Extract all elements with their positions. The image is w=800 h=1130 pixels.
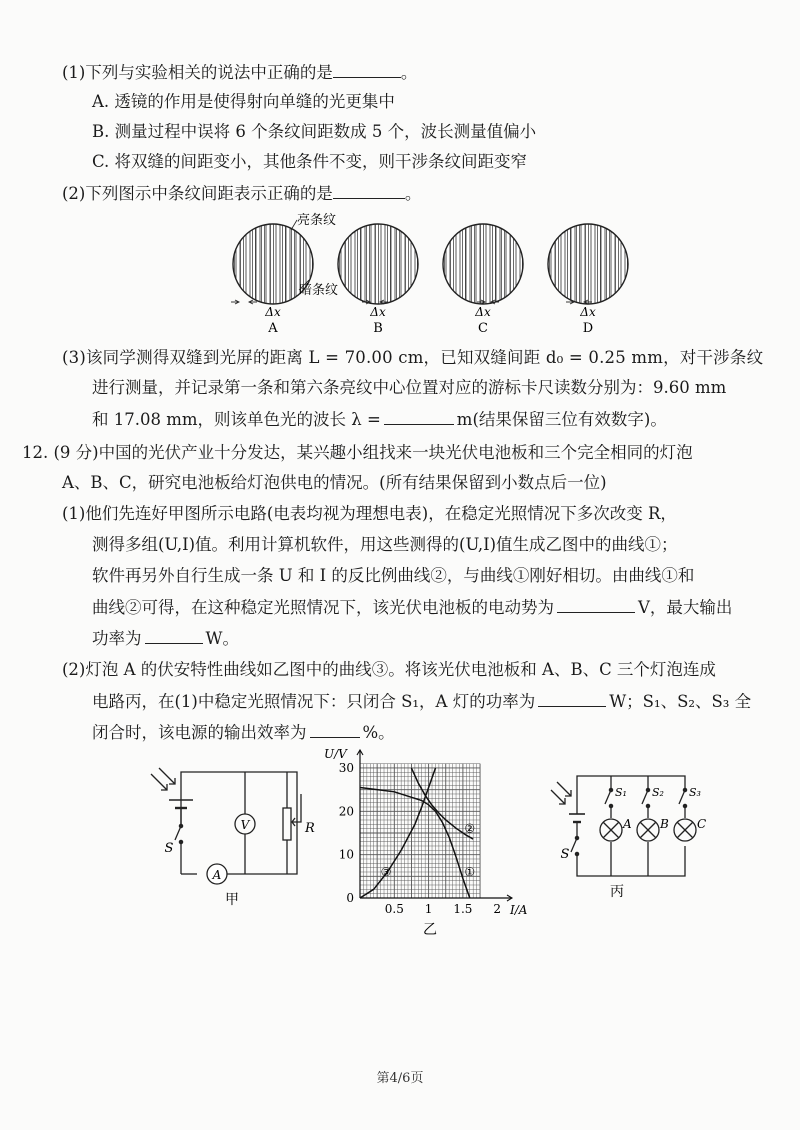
switch-s2-label: S₂	[652, 786, 664, 799]
ammeter-label: A	[212, 868, 222, 882]
switch-label: S	[164, 841, 174, 856]
q11-part3-line1: (3)该同学测得双缝到光屏的距离 L = 70.00 cm，已知双缝间距 d₀ = 0.25 mm，对干涉条纹	[62, 348, 764, 367]
voltmeter-label: V	[240, 818, 250, 832]
chart-yi	[322, 742, 528, 942]
answer-blank[interactable]	[538, 690, 606, 707]
panel-label-d: D	[582, 321, 594, 336]
x-tick-label: 2	[493, 902, 502, 916]
q11-option-b: B. 测量过程中误将 6 个条纹间距数成 5 个，波长测量值偏小	[92, 122, 537, 141]
circuit-bing	[545, 772, 725, 912]
delta-x-label: Δx	[265, 305, 281, 319]
fringe-panel-d	[545, 220, 631, 310]
bright-fringe-label: 亮条纹	[297, 213, 337, 228]
fringe-panel-b	[335, 220, 421, 310]
fringe-pattern-figure	[225, 210, 645, 340]
q12-part1-line3: 软件再另外自行生成一条 U 和 I 的反比例曲线②，与曲线①刚好相切。由曲线①和	[92, 566, 695, 585]
figure-caption-bing: 丙	[610, 884, 624, 900]
q12-part2-line2: 电路丙，在(1)中稳定光照情况下：只闭合 S₁，A 灯的功率为 W；S₁、S₂、S₃ 全	[92, 692, 752, 711]
panel-label-a: A	[268, 321, 278, 336]
lamp-b-label: B	[660, 817, 669, 831]
panel-label-c: C	[478, 321, 488, 336]
y-tick-label: 10	[338, 847, 354, 862]
x-tick-label: 1	[424, 902, 433, 916]
curve-label-3: ③	[380, 864, 392, 879]
y-tick-label: 20	[338, 804, 354, 819]
q11-option-a: A. 透镜的作用是使得射向单缝的光更集中	[92, 92, 395, 111]
answer-blank[interactable]	[333, 182, 405, 199]
switch-s1-label: S₁	[615, 786, 627, 799]
switch-s3-label: S₃	[689, 786, 701, 799]
curve-label-1: ①	[464, 864, 476, 879]
fringe-panel-c	[440, 220, 526, 310]
delta-x-label: Δx	[370, 305, 386, 319]
x-tick-label: 1.5	[453, 902, 473, 916]
answer-blank[interactable]	[145, 627, 203, 644]
delta-x-label: Δx	[580, 305, 596, 319]
switch-s-label: S	[560, 847, 570, 862]
q12-heading-line1: 12. (9 分)中国的光伏产业十分发达，某兴趣小组找来一块光伏电池板和三个完全相同的灯泡	[22, 443, 693, 462]
figure-caption-yi: 乙	[423, 922, 437, 938]
y-axis-label: U/V	[324, 747, 347, 761]
resistor-label: R	[305, 821, 315, 836]
q12-part1-line5: 功率为 W。	[92, 629, 239, 648]
q12-part2-line3: 闭合时，该电源的输出效率为 %。	[92, 723, 395, 742]
q12-part1-line4: 曲线②可得，在这种稳定光照情况下，该光伏电池板的电动势为 V，最大输出	[92, 598, 733, 617]
q11-part2-text: (2)下列图示中条纹间距表示正确的是	[62, 184, 333, 203]
x-axis-label: I/A	[510, 903, 528, 917]
answer-blank[interactable]	[557, 596, 635, 613]
lamp-c-label: C	[697, 817, 707, 831]
delta-x-label: Δx	[475, 305, 491, 319]
answer-blank[interactable]	[384, 408, 454, 425]
answer-blank[interactable]	[310, 721, 360, 738]
q12-heading-line2: A、B、C，研究电池板给灯泡供电的情况。(所有结果保留到小数点后一位)	[62, 473, 607, 492]
y-tick-label: 0	[346, 891, 354, 905]
dark-fringe-label: 暗条纹	[299, 283, 339, 298]
panel-label-b: B	[373, 321, 383, 336]
curve-label-2: ②	[464, 821, 476, 836]
q12-part1-line1: (1)他们先连好甲图所示电路(电表均视为理想电表)，在稳定光照情况下多次改变 R，	[62, 504, 677, 523]
answer-blank[interactable]	[333, 61, 401, 78]
y-tick-label: 30	[338, 760, 354, 775]
x-tick-label: 0.5	[384, 902, 404, 916]
q11-part3-line3: 和 17.08 mm，则该单色光的波长 λ = m(结果保留三位有效数字)。	[92, 410, 667, 429]
q12-part1-line2: 测得多组(U,I)值。利用计算机软件，用这些测得的(U,I)值生成乙图中的曲线①；	[92, 535, 678, 554]
page-number: 第4/6页	[376, 1071, 424, 1086]
q11-part2: (2)下列图示中条纹间距表示正确的是 。	[62, 184, 422, 203]
q11-part1: (1)下列与实验相关的说法中正确的是 。	[62, 63, 418, 82]
lamp-a-label: A	[623, 817, 632, 831]
circuit-jia	[145, 760, 315, 920]
q11-part1-text: (1)下列与实验相关的说法中正确的是	[62, 63, 333, 82]
q11-option-c: C. 将双缝的间距变小，其他条件不变，则干涉条纹间距变窄	[92, 152, 528, 171]
q11-part3-line2: 进行测量，并记录第一条和第六条亮纹中心位置对应的游标卡尺读数分别为：9.60 mm	[92, 378, 727, 397]
figure-caption-jia: 甲	[225, 892, 239, 908]
q12-part2-line1: (2)灯泡 A 的伏安特性曲线如乙图中的曲线③。将该光伏电池板和 A、B、C 三个灯泡连成	[62, 660, 716, 679]
